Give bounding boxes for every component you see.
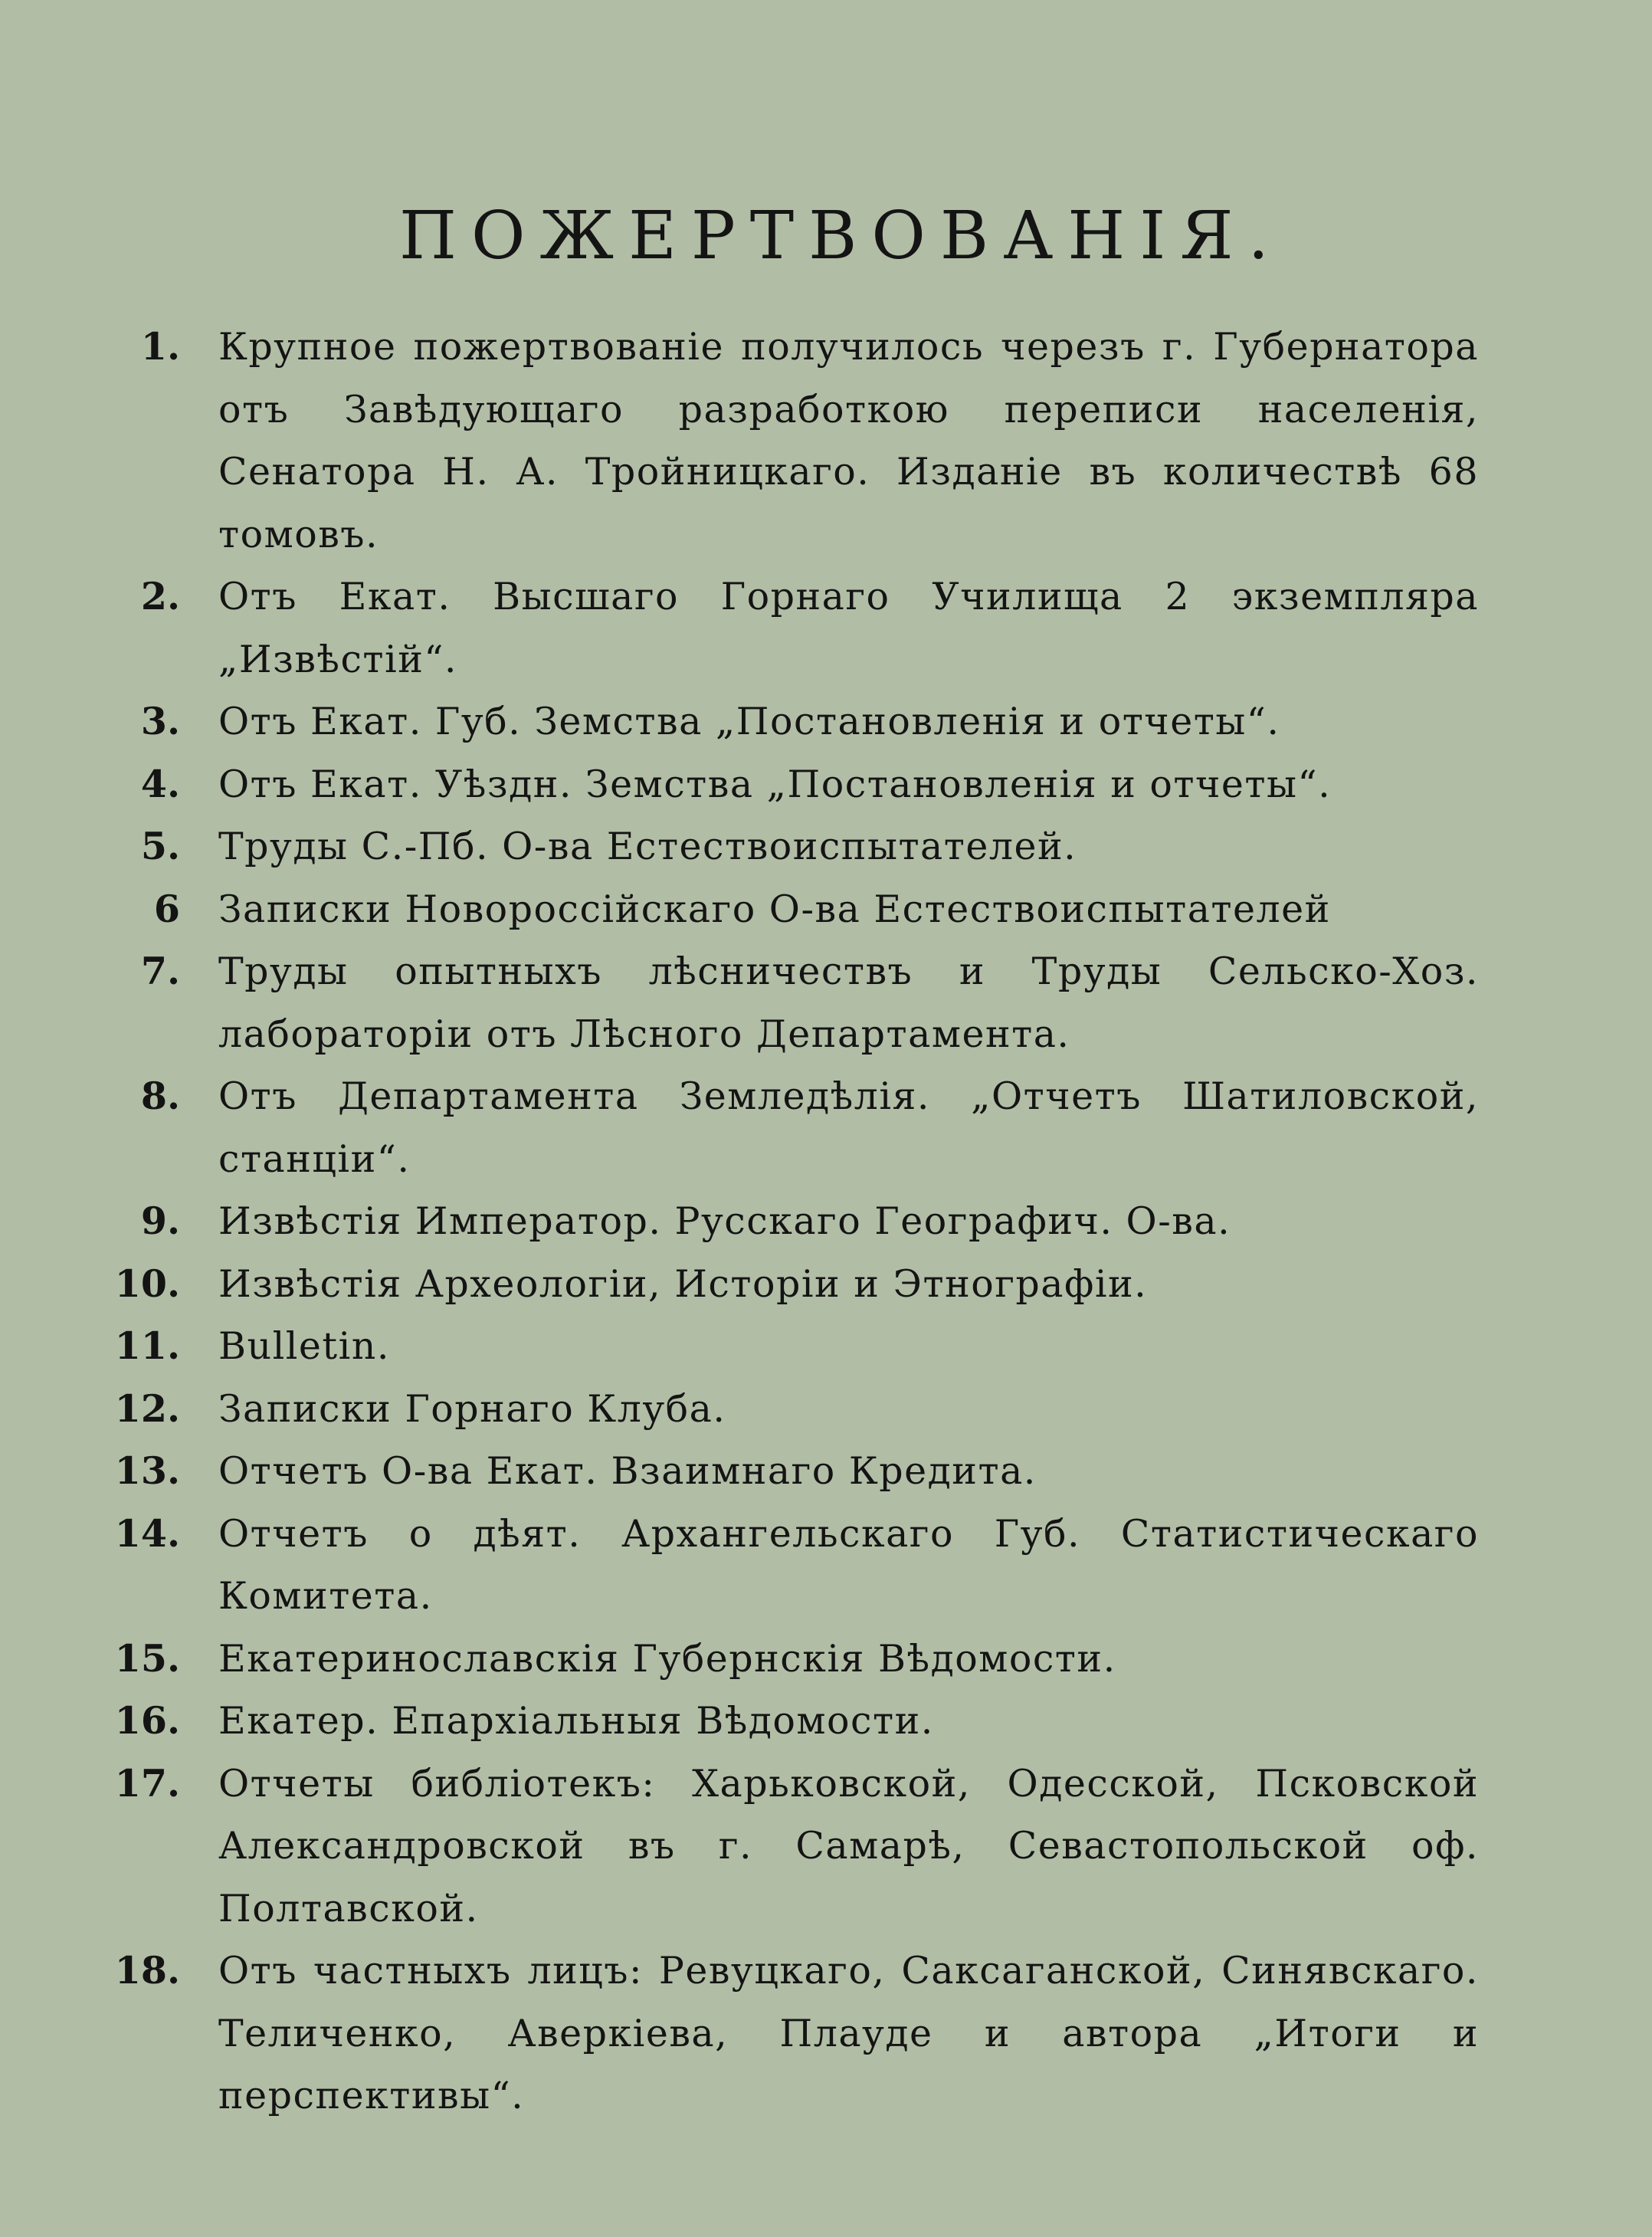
item-number: 4. [140, 761, 180, 806]
list-item [100, 1690, 1479, 1753]
list-item [100, 878, 1479, 941]
item-text: Записки Новороссійскаго О-ва Естествоиспытателей [218, 887, 1331, 931]
item-number: 16. [114, 1698, 180, 1743]
item-number: 5. [140, 824, 180, 868]
item-number: 10. [114, 1261, 180, 1306]
item-text: Отъ Екат. Высшаго Горнаго Училища 2 экземпляра „Извѣстій“. [218, 575, 1479, 681]
item-text: Записки Горнаго Клуба. [218, 1386, 726, 1431]
item-text: Екатер. Епархіальныя Вѣдомости. [218, 1699, 934, 1743]
donations-list [100, 316, 1479, 2127]
list-item [100, 753, 1479, 816]
item-number: 2. [140, 574, 180, 618]
item-text: Труды опытныхъ лѣсничествъ и Труды Сельско-Хоз. лабораторіи отъ Лѣсного Департамента. [218, 950, 1479, 1056]
item-number: 12. [114, 1386, 180, 1431]
item-number: 3. [140, 699, 180, 743]
list-item [100, 1190, 1479, 1253]
list-item [100, 940, 1479, 1065]
item-number: 1. [140, 324, 180, 369]
item-number: 13. [114, 1448, 180, 1493]
item-text: Отчеты библіотекъ: Харьковской, Одесской, Псковской Александровской въ г. Самарѣ, Севастопольской оф. Полтавской. [218, 1761, 1479, 1930]
item-text: Отчетъ о дѣят. Архангельскаго Губ. Статистическаго Комитета. [218, 1511, 1479, 1618]
list-item [100, 1253, 1479, 1316]
item-text: Труды С.-Пб. О-ва Естествоиспытателей. [218, 825, 1077, 868]
item-text: Отъ частныхъ лицъ: Ревуцкаго, Саксаганской, Синявскаго. Теличенко, Аверкіева, Плауде и автора „Итоги и перспективы“. [218, 1949, 1479, 2117]
item-text: Отъ Екат. Губ. Земства „Постановленія и отчеты“. [218, 700, 1280, 743]
item-number: 14. [114, 1510, 180, 1556]
page-title: ПОЖЕРТВОВАНІЯ. [399, 198, 1283, 274]
item-number: 8. [140, 1074, 180, 1118]
list-item [100, 1065, 1479, 1190]
item-text: Отчетъ О-ва Екат. Взаимнаго Кредита. [218, 1449, 1037, 1493]
list-item [100, 690, 1479, 753]
item-text: Отъ Екат. Уѣздн. Земства „Постановленія и отчеты“. [218, 762, 1332, 806]
item-text: Извѣстія Император. Русскаго Географич. О-ва. [218, 1199, 1231, 1243]
item-text: Екатеринославскія Губернскія Вѣдомости. [218, 1636, 1116, 1681]
list-item [100, 1753, 1479, 1940]
item-text: Bulletin. [218, 1324, 390, 1368]
list-item [100, 566, 1479, 690]
item-text: Отъ Департамента Земледѣлія. „Отчетъ Шатиловской, станціи“. [218, 1074, 1479, 1181]
list-item [100, 1940, 1479, 2127]
item-text: Извѣстія Археологіи, Исторіи и Этнографіи. [218, 1261, 1148, 1306]
item-number: 7. [140, 949, 180, 993]
item-number: 15. [114, 1635, 180, 1681]
item-text: Крупное пожертвованіе получилось черезъ г. Губернатора отъ Завѣдующаго разработкою переписи населенія, Сенатора Н. А. Тройницкаго. Изданіе въ количествѣ 68 томовъ. [218, 325, 1479, 556]
item-number: 11. [114, 1324, 180, 1368]
list-item [100, 815, 1479, 878]
list-item [100, 1503, 1479, 1628]
list-item [100, 316, 1479, 566]
item-number: 9. [140, 1199, 180, 1243]
item-number: 17. [114, 1760, 180, 1806]
item-number: 18. [114, 1948, 180, 1993]
list-item [100, 1628, 1479, 1691]
list-item [100, 1378, 1479, 1441]
item-number: 6 [153, 886, 180, 931]
list-item [100, 1315, 1479, 1378]
list-item [100, 1440, 1479, 1503]
